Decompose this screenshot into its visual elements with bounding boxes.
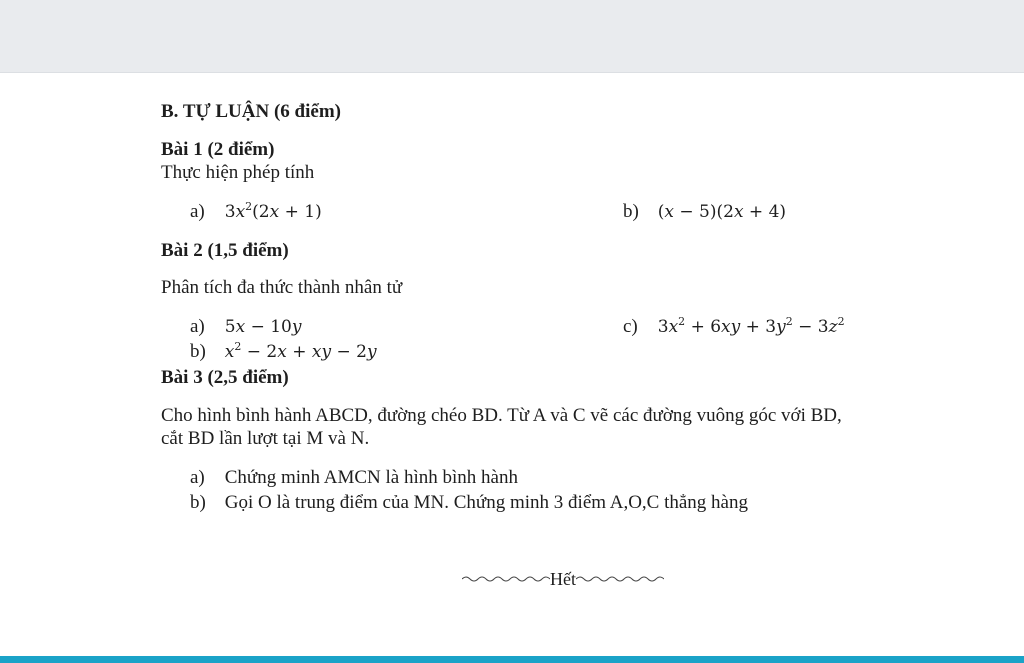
bai3-problem-line-1: Cho hình bình hành ABCD, đường chéo BD. Từ A và C vẽ các đường vuông góc với BD, [161,405,842,426]
bai1-item-a-expr: $3x^2(2x + 1)$ [224,200,322,222]
bai3-item-a [190,467,518,489]
viewer-bottom-bar [0,656,1024,663]
bai2-instruction: Phân tích đa thức thành nhân tử [161,277,403,298]
bai3-item-a-text: Chứng minh AMCN là hình bình hành [224,467,518,488]
bai3-item-b-text: Gọi O là trung điểm của MN. Chứng minh 3 điểm A,O,C thẳng hàng [224,492,748,513]
bai1-item-b-expr: (x − 5)(2x + 4) [657,202,787,222]
bai2-item-c-expr: $3x^2 + 6xy + 3y^2 - 3z^2$ [657,315,845,337]
bai2-item-a-label: a) [190,316,205,337]
bai1-heading: Bài 1 (2 điểm) [161,139,275,160]
bai2-item-a-expr: 5x − 10y [224,317,302,337]
left-wave-decoration [462,575,550,583]
bai2-heading: Bài 2 (1,5 điểm) [161,240,289,261]
bai3-heading: Bài 3 (2,5 điểm) [161,367,289,388]
right-wave-decoration [576,575,664,583]
section-title: B. TỰ LUẬN (6 điểm) [161,101,341,122]
bai1-item-b [623,201,786,223]
bai2-item-c [623,316,845,338]
end-marker [452,569,674,589]
bai2-item-c-label: c) [623,316,638,337]
end-text: Hết [550,568,576,589]
bai1-item-a [190,201,322,223]
bai1-item-a-label: a) [190,201,205,222]
bai2-item-b-expr: $x^2 - 2x$ + xy − 2y [224,340,377,362]
bai2-item-a [190,316,301,338]
bai3-item-a-label: a) [190,467,205,488]
bai3-problem-line-2: cắt BD lần lượt tại M và N. [161,428,370,449]
bai3-item-b-label: b) [190,492,206,513]
bai1-item-b-label: b) [623,201,639,222]
bai2-item-b [190,341,377,363]
bai2-item-b-label: b) [190,341,206,362]
bai1-instruction: Thực hiện phép tính [161,162,315,183]
bai3-item-b [190,492,748,514]
viewer-top-bar [0,0,1024,73]
